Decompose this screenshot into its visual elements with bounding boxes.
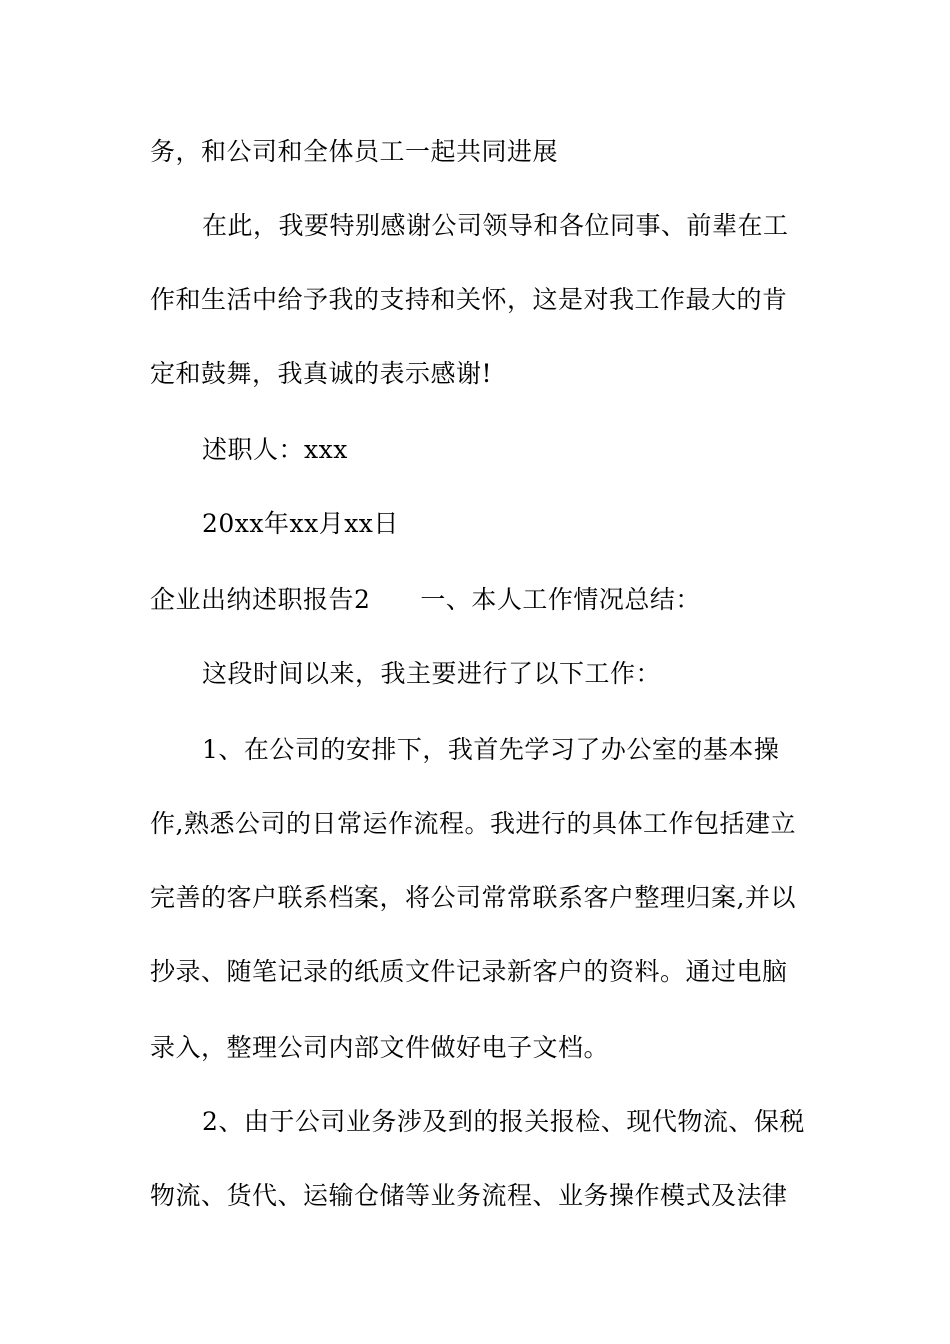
paragraph-line: 录入，整理公司内部文件做好电子文档。: [150, 1033, 610, 1062]
paragraph-line: 这段时间以来，我主要进行了以下工作：: [202, 659, 662, 688]
paragraph-line: 作,熟悉公司的日常运作流程。我进行的具体工作包括建立: [150, 809, 796, 838]
section-heading-line: [150, 584, 810, 616]
paragraph-line: 1、在公司的安排下，我首先学习了办公室的基本操: [202, 735, 780, 764]
paragraph-line: 作和生活中给予我的支持和关怀，这是对我工作最大的肯: [150, 285, 788, 314]
paragraph-line: 完善的客户联系档案，将公司常常联系客户整理归案,并以: [150, 883, 796, 912]
report-title: 企业出纳述职报告2: [150, 585, 371, 614]
date-line: 20xx年xx月xx日: [202, 509, 399, 538]
paragraph-line: 抄录、随笔记录的纸质文件记录新客户的资料。通过电脑: [150, 957, 788, 986]
paragraph-line: 2、由于公司业务涉及到的报关报检、现代物流、保税: [202, 1107, 805, 1136]
paragraph-line: 在此，我要特别感谢公司领导和各位同事、前辈在工: [202, 211, 789, 240]
section-heading: 一、本人工作情况总结：: [420, 585, 701, 614]
signature-line: 述职人：xxx: [202, 435, 348, 464]
paragraph-line: 务，和公司和全体员工一起共同进展: [150, 137, 559, 166]
paragraph-line: 物流、货代、运输仓储等业务流程、业务操作模式及法律: [150, 1181, 788, 1210]
paragraph-line: 定和鼓舞，我真诚的表示感谢!: [150, 359, 493, 388]
